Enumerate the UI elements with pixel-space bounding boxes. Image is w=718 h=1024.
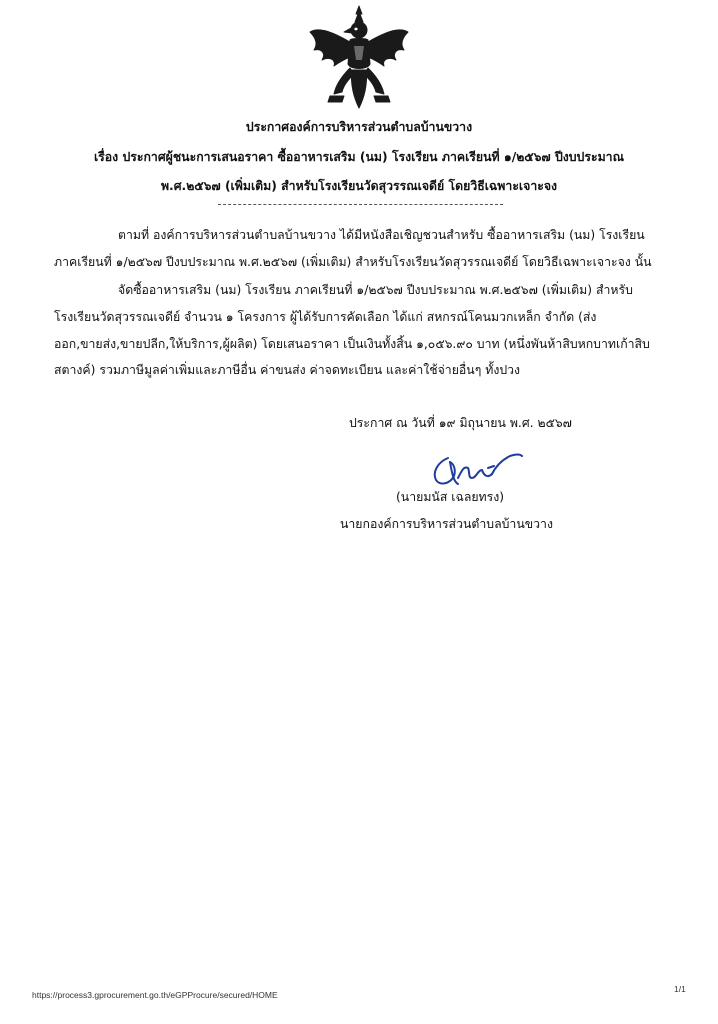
signatory-position: นายกองค์การบริหารส่วนตำบลบ้านขวาง	[340, 517, 553, 531]
signatory-name: (นายมนัส เฉลยทรง)	[396, 490, 505, 504]
announcement-date: ประกาศ ณ วันที่ ๑๙ มิถุนายน พ.ศ. ๒๕๖๗	[349, 416, 572, 430]
body-line-3: จัดซื้ออาหารเสริม (นม) โรงเรียน ภาคเรียนที่ ๑/๒๕๖๗ ปีงบประมาณ พ.ศ.๒๕๖๗ (เพิ่มเติม) สำหรับ	[118, 283, 633, 297]
body-line-5: ออก,ขายส่ง,ขายปลีก,ให้บริการ,ผู้ผลิต) โดยเสนอราคา เป็นเงินทั้งสิ้น ๑,๐๕๖.๙๐ บาท (หนึ่งพันห้าสิบหกบาทเก้าสิบ	[54, 337, 650, 351]
page-indicator: 1/1	[674, 984, 686, 994]
handwritten-signature	[428, 448, 524, 490]
organization-title: ประกาศองค์การบริหารส่วนตำบลบ้านขวาง	[245, 120, 473, 134]
subject-line-1: เรื่อง ประกาศผู้ชนะการเสนอราคา ซื้ออาหารเสริม (นม) โรงเรียน ภาคเรียนที่ ๑/๒๕๖๗ ปีงบประมาณ	[93, 150, 624, 164]
body-line-4: โรงเรียนวัดสุวรรณเจดีย์ จำนวน ๑ โครงการ ผู้ได้รับการคัดเลือก ได้แก่ สหกรณ์โคนมวกเหล็ก จำกัด (ส่ง	[54, 310, 597, 324]
footer-url: https://process3.gprocurement.go.th/eGPProcure/secured/HOME	[32, 990, 278, 1000]
garuda-emblem-icon	[306, 4, 412, 112]
header-divider	[218, 204, 503, 205]
body-line-6: สตางค์) รวมภาษีมูลค่าเพิ่มและภาษีอื่น ค่าขนส่ง ค่าจดทะเบียน และค่าใช้จ่ายอื่นๆ ทั้งปวง	[54, 363, 521, 377]
body-line-1: ตามที่ องค์การบริหารส่วนตำบลบ้านขวาง ได้มีหนังสือเชิญชวนสำหรับ ซื้ออาหารเสริม (นม) โรงเรียน	[118, 228, 645, 242]
body-line-2: ภาคเรียนที่ ๑/๒๕๖๗ ปีงบประมาณ พ.ศ.๒๕๖๗ (เพิ่มเติม) สำหรับโรงเรียนวัดสุวรรณเจดีย์ โดยวิธีเฉพาะเจาะจง นั้น	[54, 255, 652, 269]
subject-line-2: พ.ศ.๒๕๖๗ (เพิ่มเติม) สำหรับโรงเรียนวัดสุวรรณเจดีย์ โดยวิธีเฉพาะเจาะจง	[160, 179, 558, 193]
